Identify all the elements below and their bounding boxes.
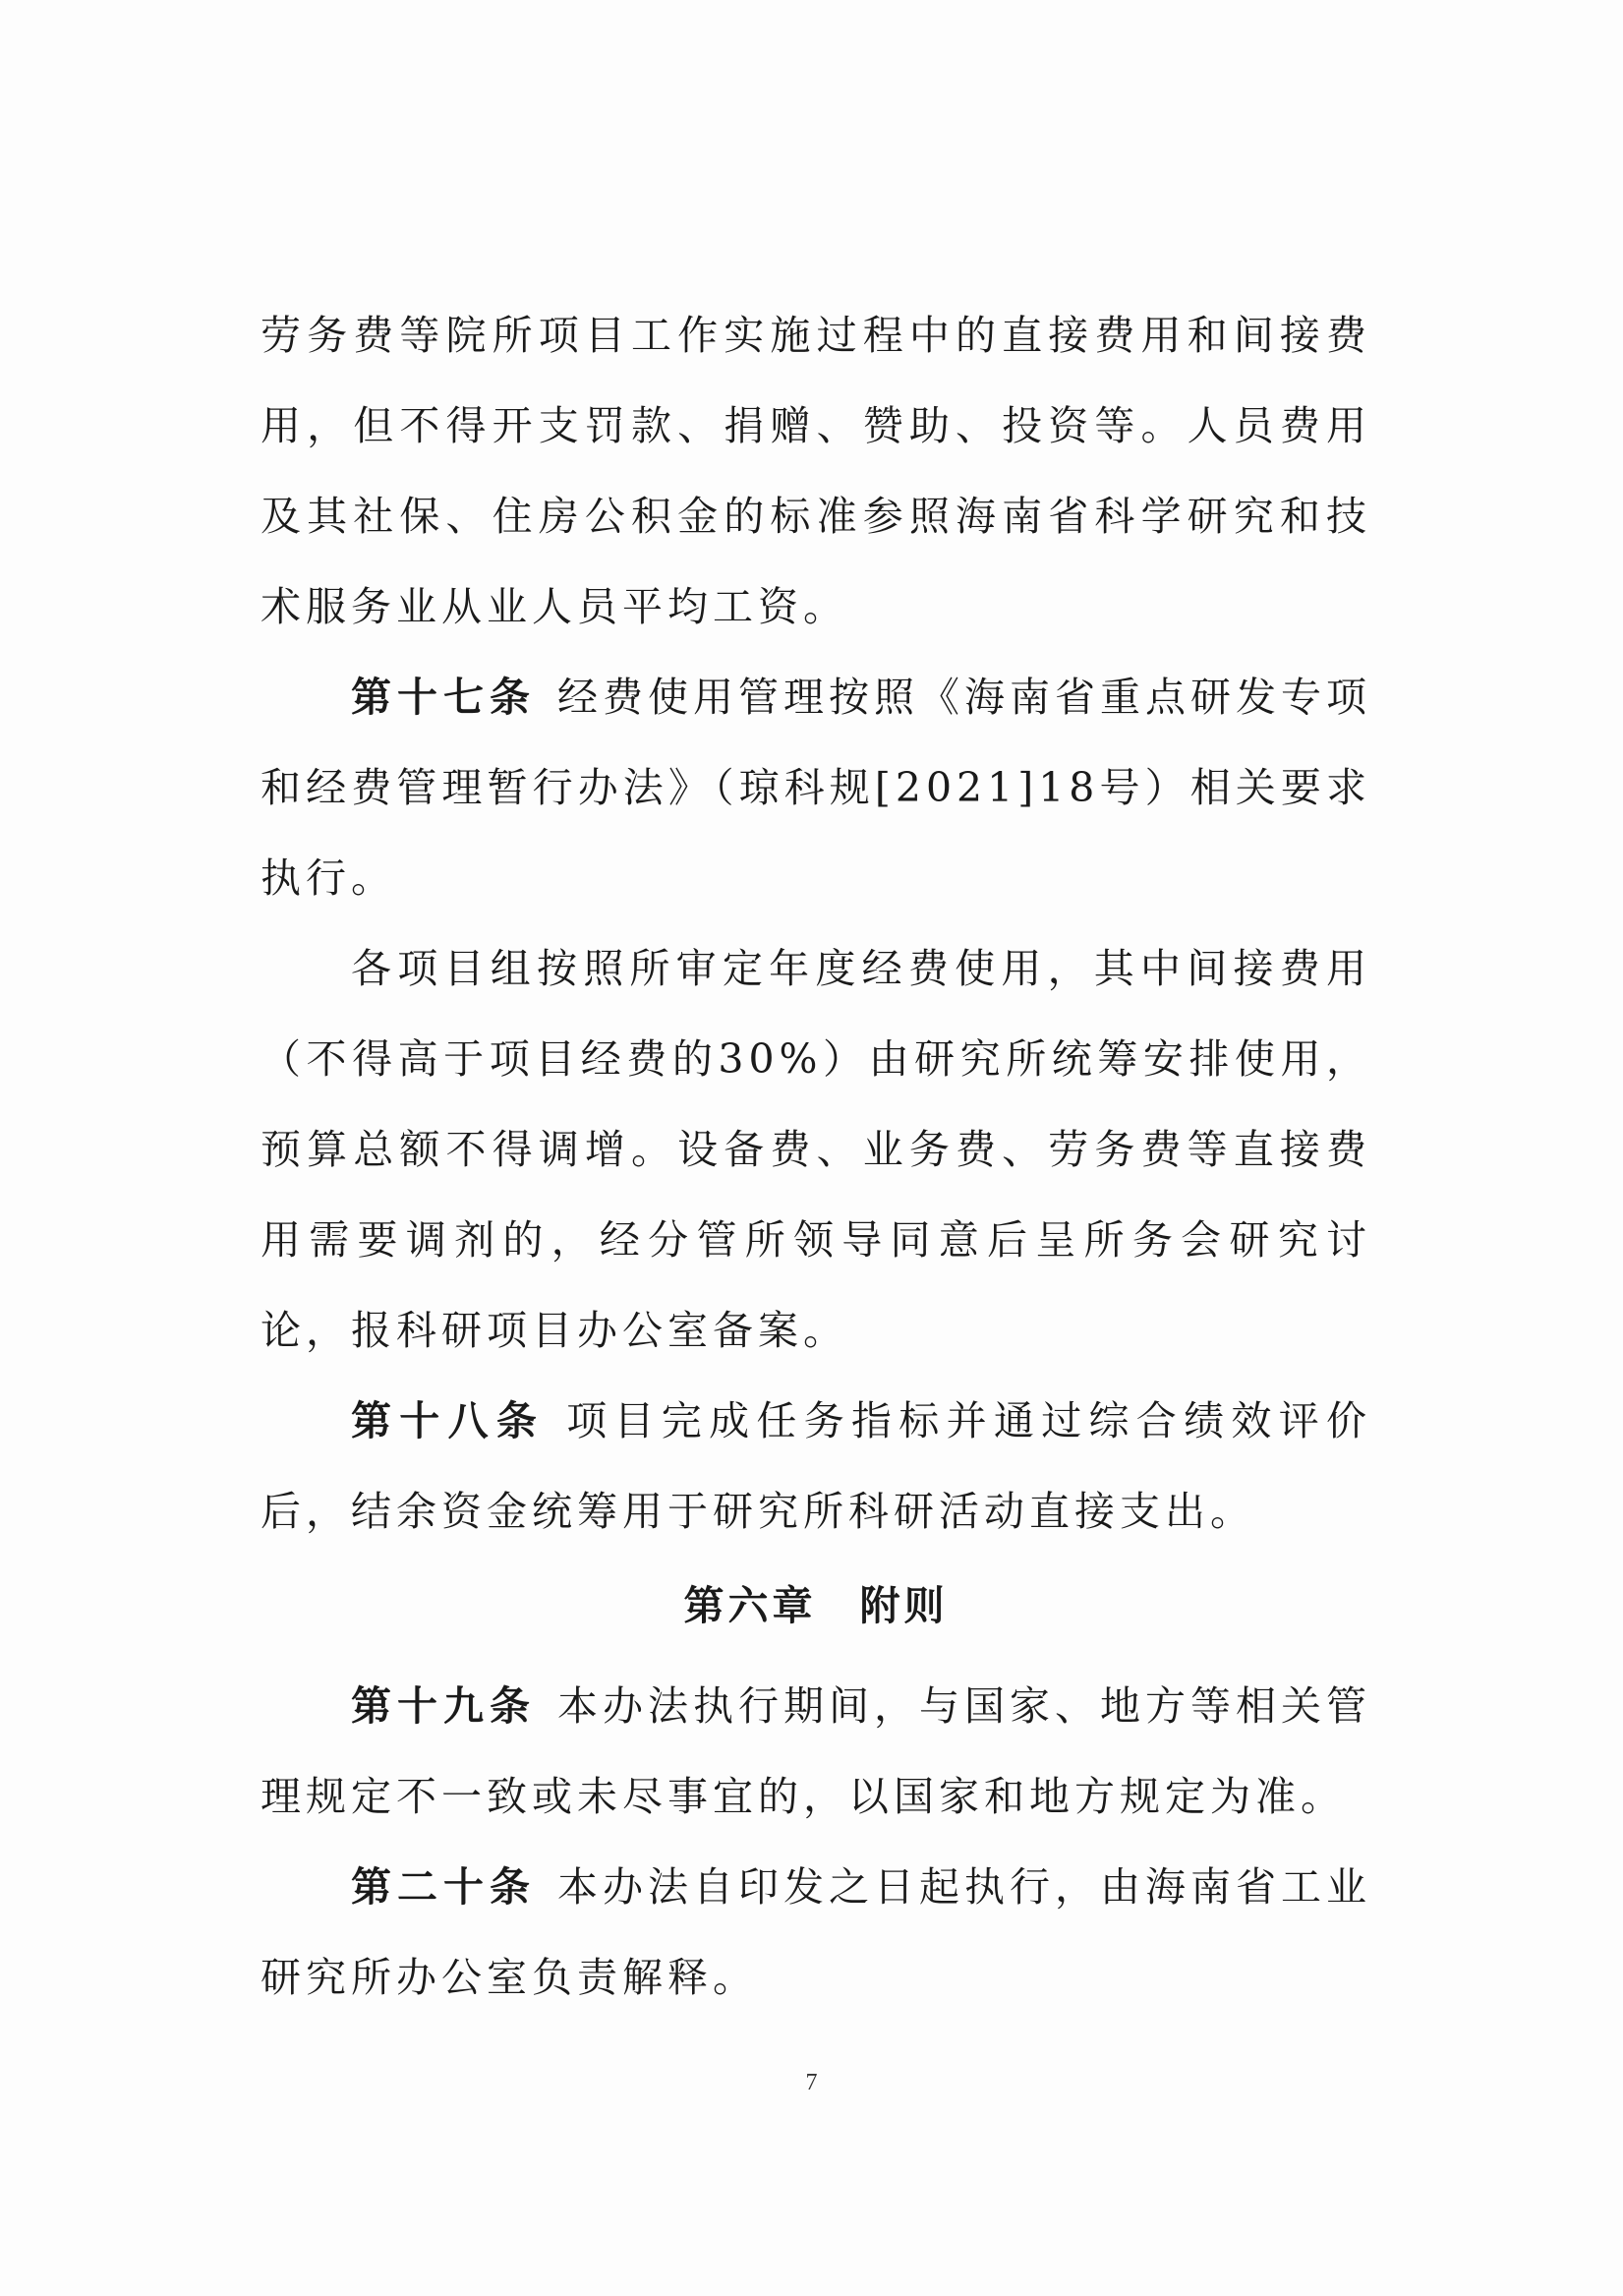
article-text: 经费使用管理按照《海南省重点研发专项和经费管理暂行办法》（琼科规[2021]18号）相关要求执行。	[261, 674, 1371, 902]
article-19	[261, 1661, 1371, 1842]
article-number: 第十八条	[351, 1397, 546, 1444]
chapter-title: 附则	[859, 1582, 949, 1629]
article-number: 第十七条	[351, 674, 536, 721]
chapter-heading	[261, 1557, 1371, 1661]
chapter-number: 第六章	[683, 1582, 817, 1629]
paragraph-continuation	[261, 290, 1371, 652]
article-text: 本办法自印发之日起执行，由海南省工业研究所办公室负责解释。	[261, 1863, 1371, 2001]
article-20	[261, 1842, 1371, 2023]
page-number: 7	[805, 2070, 818, 2095]
paragraph-budget	[261, 923, 1371, 1376]
article-18	[261, 1376, 1371, 1557]
article-number: 第二十条	[351, 1863, 536, 1911]
article-text: 项目完成任务指标并通过综合绩效评价后，结余资金统筹用于研究所科研活动直接支出。	[261, 1397, 1372, 1535]
document-body	[261, 290, 1371, 2023]
paragraph-text: 各项目组按照所审定年度经费使用，其中间接费用（不得高于项目经费的30%）由研究所统筹安排使用，预算总额不得调增。设备费、业务费、劳务费等直接费用需要调剂的，经分管所领导同意后呈所务会研究讨论，报科研项目办公室备案。	[261, 945, 1371, 1354]
article-17	[261, 652, 1371, 923]
article-number: 第十九条	[351, 1682, 536, 1730]
article-text: 本办法执行期间，与国家、地方等相关管理规定不一致或未尽事宜的，以国家和地方规定为准。	[261, 1682, 1371, 1820]
paragraph-text: 劳务费等院所项目工作实施过程中的直接费用和间接费用，但不得开支罚款、捐赠、赞助、投资等。人员费用及其社保、住房公积金的标准参照海南省科学研究和技术服务业从业人员平均工资。	[261, 312, 1371, 630]
